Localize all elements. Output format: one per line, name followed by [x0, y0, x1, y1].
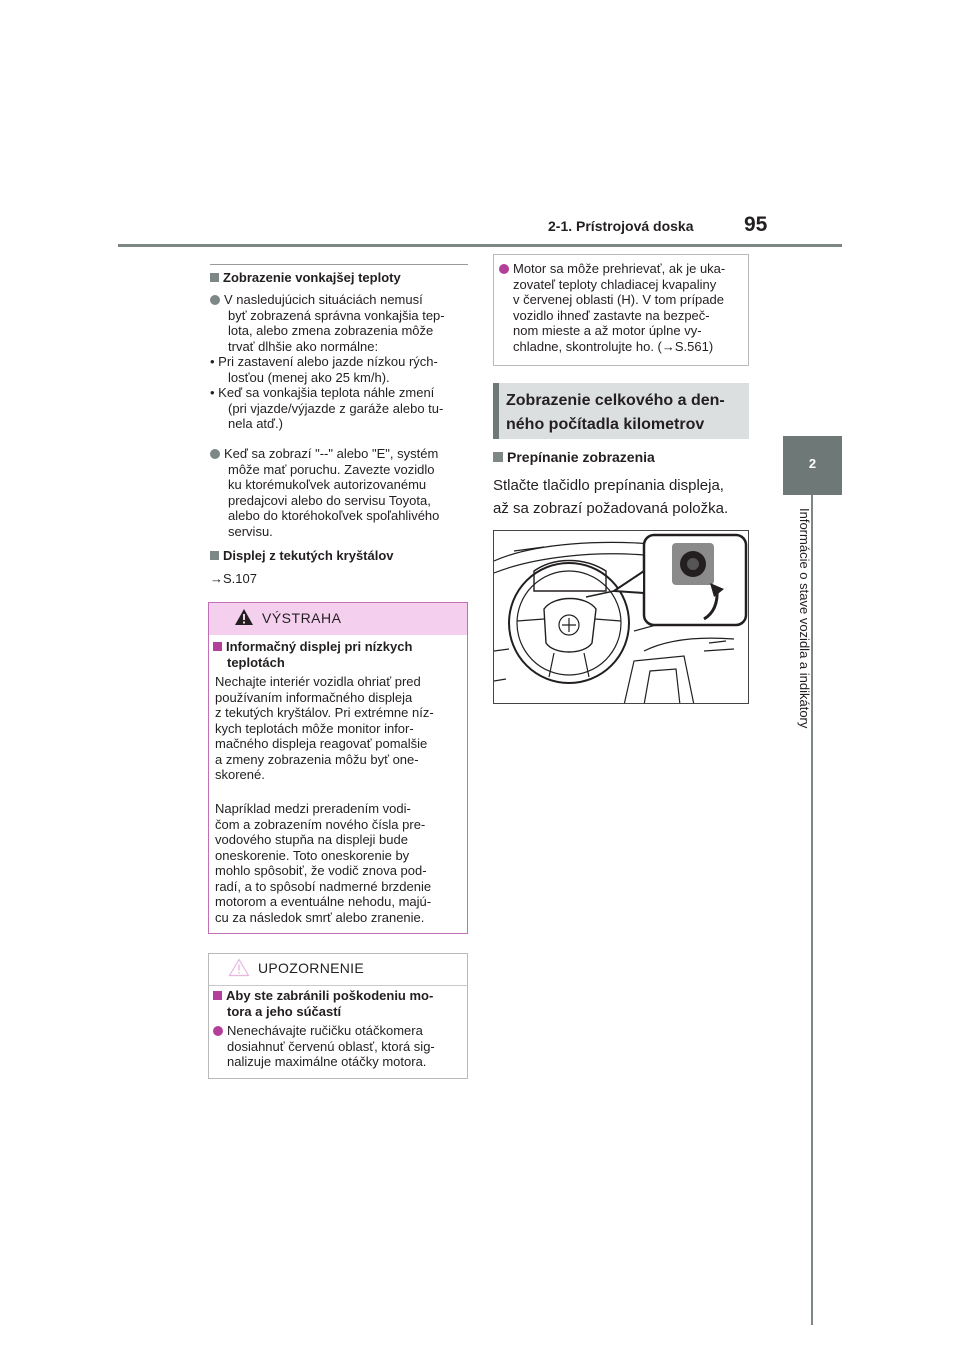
text-line: Napríklad medzi preradením vodi-: [215, 801, 411, 816]
text-line: môže mať poruchu. Zavezte vozidlo: [228, 461, 435, 477]
sub-bullet-line: • Keď sa vonkajšia teplota náhle zmení: [210, 385, 435, 400]
dashboard-illustration: [493, 530, 749, 704]
text-line: trvať dlhšie ako normálne:: [228, 338, 379, 354]
text-line: Informačný displej pri nízkych: [226, 639, 413, 654]
circle-bullet-icon: [210, 449, 220, 459]
text-line: predajcovi alebo do servisu Toyota,: [228, 492, 431, 508]
text-line: teplotách: [227, 654, 285, 670]
section-heading-text: Zobrazenie vonkajšej teploty: [223, 270, 401, 285]
warning-paragraph-1: [215, 674, 434, 783]
text-line: čom a zobrazením nového čísla pre-: [215, 816, 426, 832]
note-paragraph: [499, 261, 725, 354]
subsection-heading: [493, 449, 655, 465]
text-line: Keď sa zobrazí "--" alebo "E", systém: [224, 446, 439, 461]
text-line: používaním informačného displeja: [215, 689, 413, 705]
text-line: Prepínanie zobrazenia: [507, 449, 655, 465]
bullet-paragraph-1: [210, 292, 445, 432]
warning-title: VÝSTRAHA: [262, 610, 342, 626]
page-number: 95: [744, 213, 768, 236]
caution-triangle-icon: [228, 958, 250, 977]
circle-bullet-icon: [210, 295, 220, 305]
text-line: mohlo spôsobiť, že vodič znova pod-: [215, 863, 427, 878]
square-bullet-icon: [213, 991, 222, 1000]
text-line: lota, alebo zmena zobrazenia môže: [228, 323, 434, 338]
text-line: dosiahnuť červenú oblasť, ktorá sig-: [227, 1038, 435, 1054]
text-line: skorené.: [215, 767, 265, 782]
text-line: chladne, skontrolujte ho. (→S.561): [513, 338, 714, 354]
text-line: V nasledujúcich situáciách nemusí: [224, 292, 423, 307]
caution-subheading: [213, 988, 433, 1019]
text-line: servisu.: [228, 523, 273, 539]
warning-triangle-icon: [234, 608, 254, 626]
caution-title: UPOZORNENIE: [258, 960, 364, 976]
caution-bullet: [213, 1023, 435, 1070]
text-line: ného počítadla kilometrov: [506, 416, 705, 433]
text-line: vozidlo ihneď zastavte na bezpeč-: [513, 307, 710, 323]
instruction-paragraph: [493, 474, 728, 520]
text-line: byť zobrazená správna vonkajšia tep-: [228, 307, 445, 323]
text-line: Stlačte tlačidlo prepínania displeja,: [493, 477, 724, 494]
text-line: oneskorenie. Toto oneskorenie by: [215, 847, 410, 863]
section-heading-text: Displej z tekutých kryštálov: [223, 548, 394, 563]
circle-bullet-icon: [499, 264, 509, 274]
text-line: vodového stupňa na displeji bude: [215, 832, 408, 847]
chapter-label: Informácie o stave vozidla a indikátory: [797, 508, 812, 729]
text-line: nalizuje maximálne otáčky motora.: [227, 1054, 427, 1069]
section-heading-outside-temp: [210, 270, 401, 286]
text-line: v červenej oblasti (H). V tom prípade: [513, 292, 724, 307]
text-line: ku ktorémukoľvek autorizovanému: [228, 477, 427, 492]
text-line: motorom a eventuálne nehodu, majú-: [215, 894, 432, 909]
chapter-number: 2: [808, 456, 817, 471]
text-line: mačného displeja reagovať pomalšie: [215, 736, 428, 751]
section-rule: [210, 264, 468, 265]
square-bullet-icon: [210, 273, 219, 282]
topic-heading: [506, 389, 725, 437]
text-line: kych teplotách môže monitor infor-: [215, 720, 414, 736]
text-line: (pri vjazde/výjazde z garáže alebo tu-: [228, 400, 444, 416]
text-line: Zobrazenie celkového a den-: [506, 392, 725, 409]
text-line: Motor sa môže prehrievať, ak je uka-: [513, 261, 726, 276]
warning-paragraph-2: [215, 801, 431, 925]
text-line: nom mieste a až motor úplne vy-: [513, 323, 702, 338]
text-line: Aby ste zabránili poškodeniu mo-: [226, 988, 434, 1003]
text-line: alebo do ktoréhokoľvek spoľahlivého: [228, 508, 440, 523]
circle-bullet-icon: [213, 1026, 223, 1036]
header-rule: [118, 244, 842, 247]
text-line: Nechajte interiér vozidla ohriať pred: [215, 674, 421, 689]
section-title: 2-1. Prístrojová doska: [548, 218, 694, 234]
text-line: cu za následok smrť alebo zranenie.: [215, 909, 425, 925]
topic-heading-bar: [493, 383, 499, 439]
square-bullet-icon: [210, 551, 219, 560]
text-line: losťou (menej ako 25 km/h).: [228, 369, 390, 385]
square-bullet-icon: [493, 452, 503, 462]
text-line: až sa zobrazí požadovaná položka.: [493, 500, 729, 517]
text-line: Nenechávajte ručičku otáčkomera: [227, 1023, 423, 1038]
steering-wheel-illustration: [494, 531, 749, 704]
text-line: tora a jeho súčastí: [227, 1003, 342, 1019]
bullet-paragraph-2: [210, 446, 439, 539]
text-line: a zmeny zobrazenia môžu byť one-: [215, 751, 419, 767]
warning-subheading: [213, 639, 412, 670]
square-bullet-icon: [213, 642, 222, 651]
page-reference-link[interactable]: →S.107: [210, 571, 257, 586]
text-line: nela atď.): [228, 416, 283, 431]
section-heading-lcd: [210, 548, 394, 564]
sub-bullet-line: • Pri zastavení alebo jazde nízkou rých-: [210, 354, 438, 369]
text-line: z tekutých kryštálov. Pri extrémne níz-: [215, 705, 434, 720]
text-line: radí, a to spôsobí nadmerné brzdenie: [215, 878, 432, 894]
text-line: zovateľ teploty chladiacej kvapaliny: [513, 276, 717, 292]
